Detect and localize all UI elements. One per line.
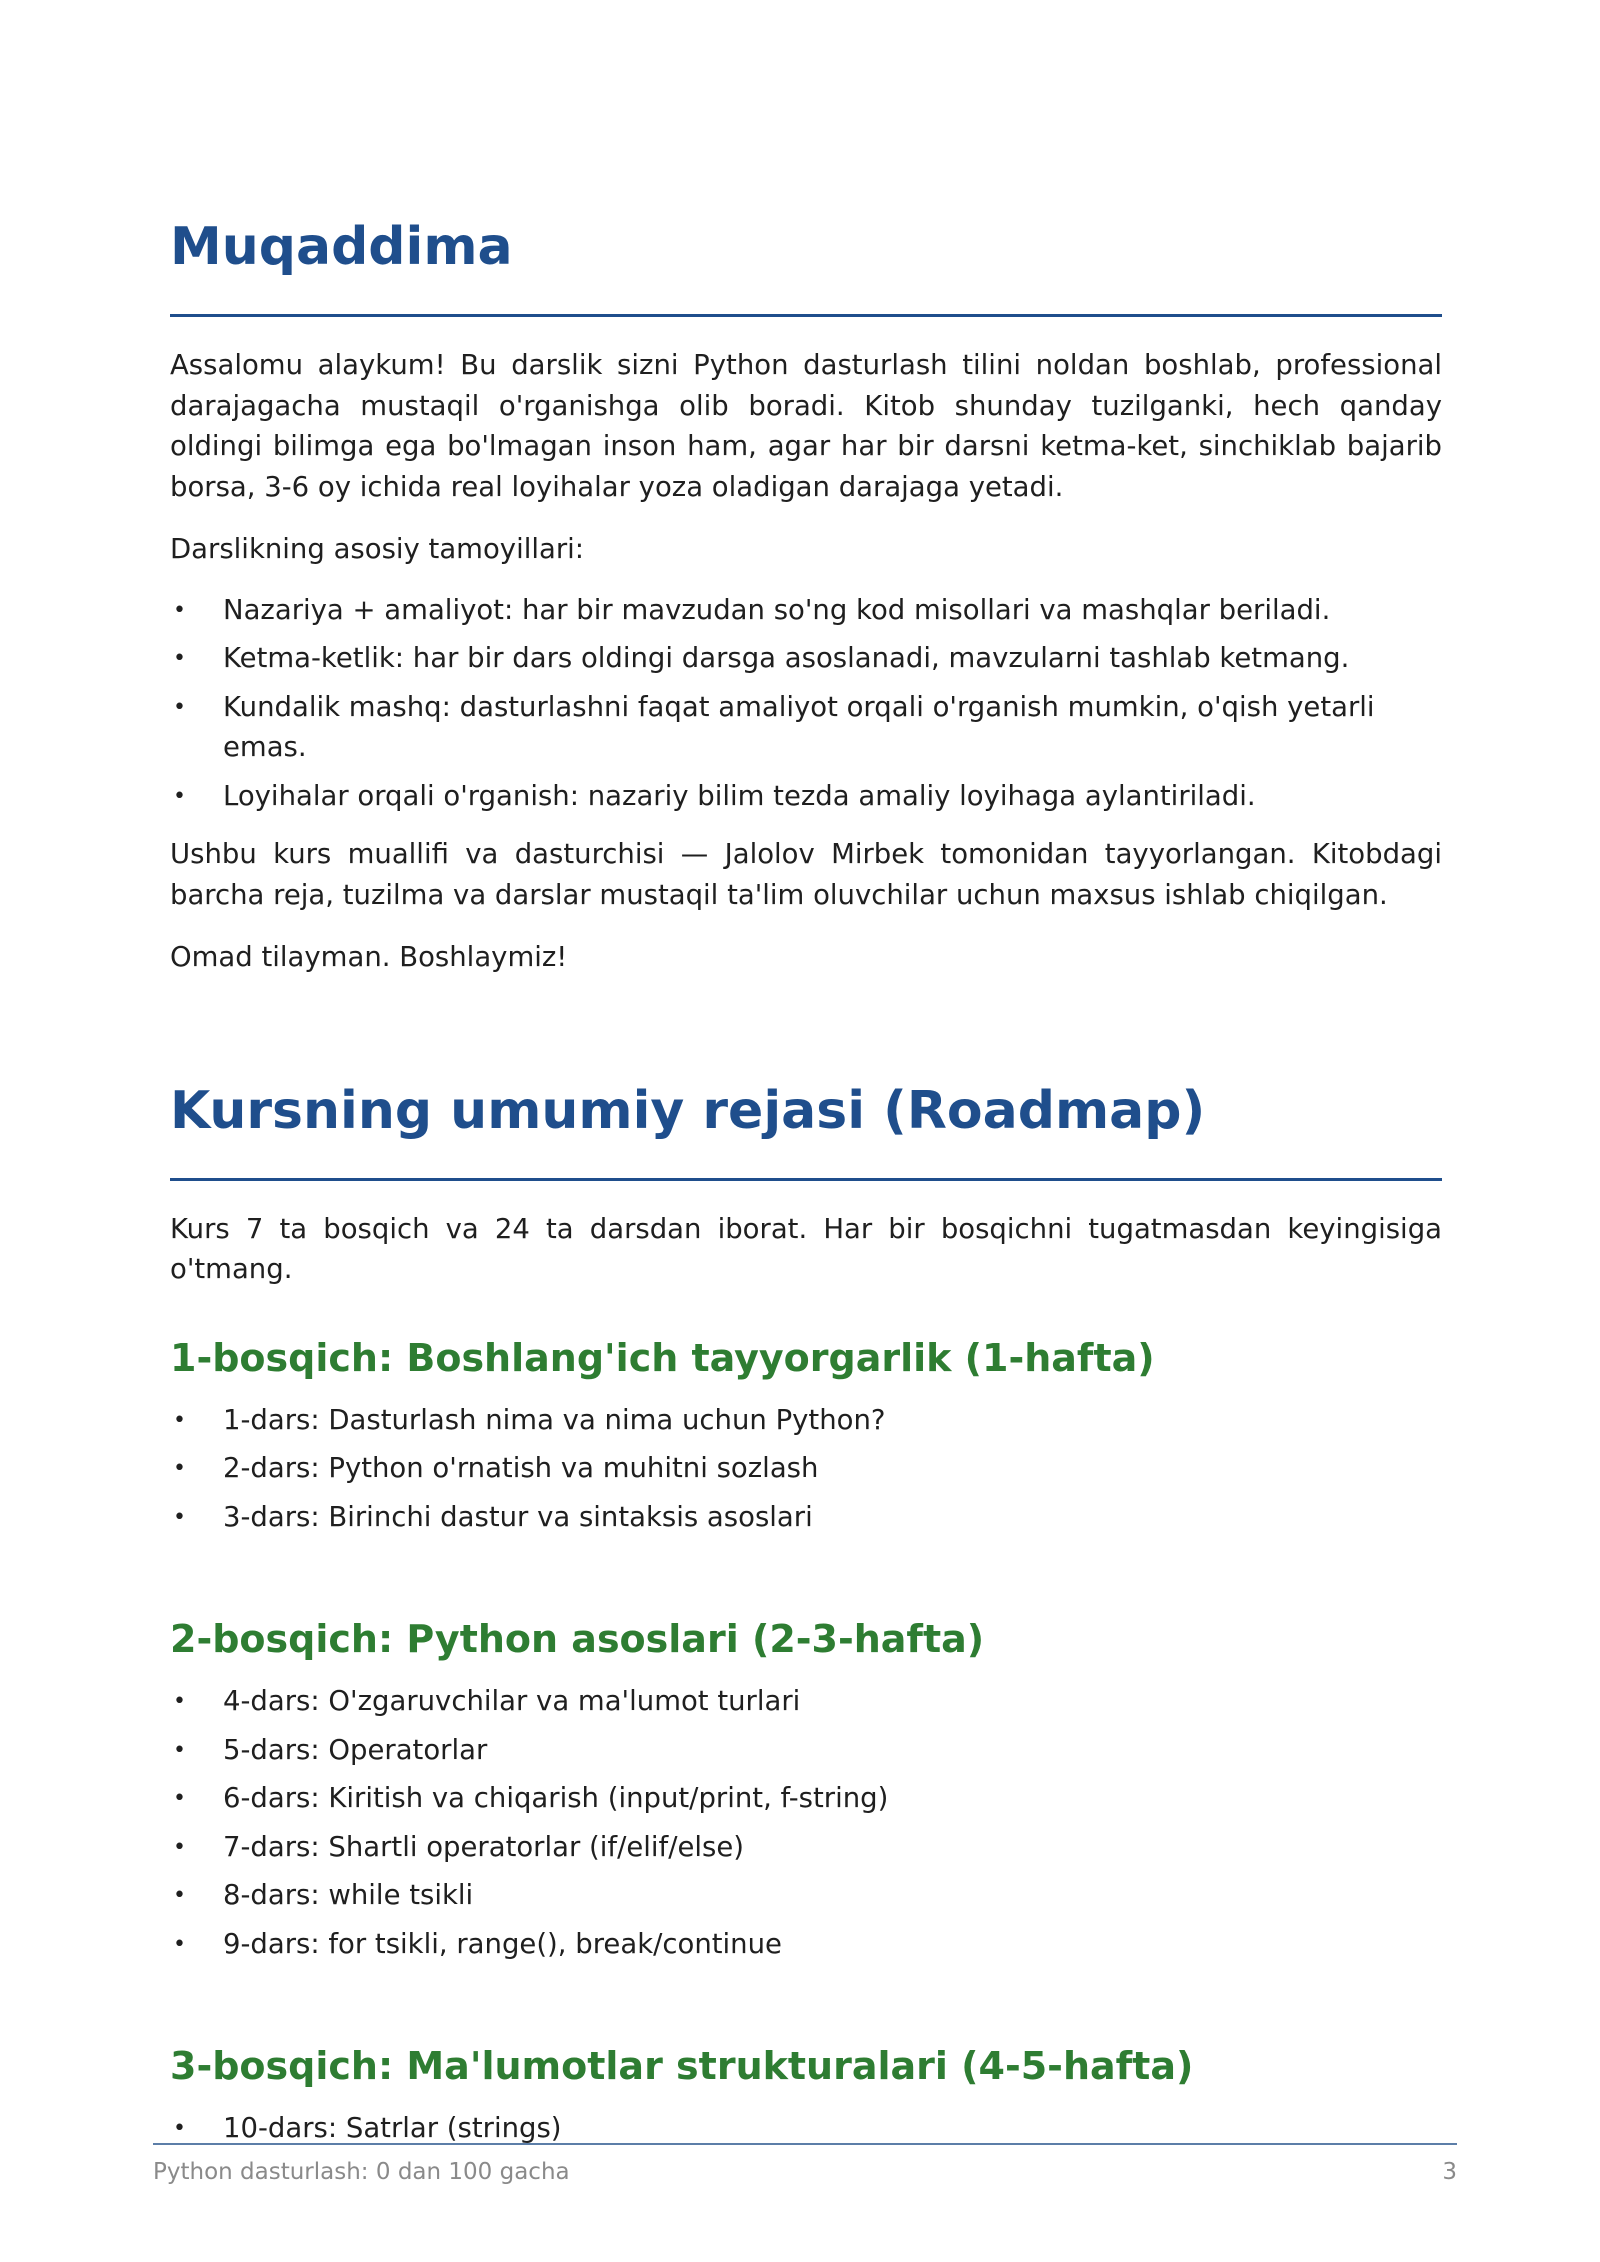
lesson-text: 5-dars: Operatorlar [223, 1733, 488, 1766]
page-footer [153, 2143, 1457, 2185]
lesson-text: 9-dars: for tsikli, range(), break/continue [223, 1927, 782, 1960]
bullet: • [173, 1504, 186, 1530]
lesson-text: 4-dars: O'zgaruvchilar va ma'lumot turlari [223, 1685, 801, 1717]
bullet: • [173, 1931, 186, 1957]
lesson-text: 10-dars: Satrlar (strings) [223, 2112, 562, 2144]
section-title-roadmap: Kursning umumiy rejasi (Roadmap) [170, 1080, 1206, 1141]
lesson-text: 2-dars: Python o'rnatish va muhitni sozlash [223, 1452, 819, 1484]
list-item [170, 1875, 1442, 1916]
stage-title: 1-bosqich: Boshlang'ich tayyorgarlik (1-hafta) [170, 1335, 1155, 1380]
list-item [170, 1730, 1442, 1771]
bullet: • [173, 1407, 186, 1433]
bullet: • [173, 694, 186, 720]
lesson-text: 3-dars: Birinchi dastur va sintaksis asoslari [223, 1500, 813, 1533]
list-item [170, 1448, 1442, 1489]
bullet: • [173, 1737, 186, 1763]
list-item-text: Ketma-ketlik: har bir dars oldingi darsga asoslanadi, mavzularni tashlab ketmang. [223, 642, 1350, 674]
bullet: • [173, 1834, 186, 1860]
bullet: • [173, 2116, 186, 2141]
principles-list [170, 590, 1442, 817]
author-paragraph: Ushbu kurs muallifi va dasturchisi — Jalolov Mirbek tomonidan tayyorlangan. Kitobdagi barcha reja, tuzilma va darslar mustaqil ta'lim oluvchilar uchun maxsus ishlab chiqilgan. [170, 838, 1442, 911]
list-item [170, 1778, 1442, 1819]
list-item [170, 1400, 1442, 1441]
list-item-text: Nazariya + amaliyot: har bir mavzudan so'ng kod misollari va mashqlar beriladi. [223, 593, 1331, 626]
list-item [170, 1924, 1442, 1965]
bullet: • [173, 1689, 186, 1714]
section-title-intro: Muqaddima [170, 217, 513, 277]
bullet: • [173, 1786, 186, 1811]
list-item-text: Loyihalar orqali o'rganish: nazariy bilim tezda amaliy loyihaga aylantiriladi. [223, 779, 1256, 812]
roadmap-summary: Kurs 7 ta bosqich va 24 ta darsdan iborat. Har bir bosqichni tugatmasdan keyingisiga o'tmang. [170, 1212, 1442, 1285]
section-divider [170, 314, 1442, 317]
bullet: • [173, 1456, 186, 1481]
bullet: • [173, 783, 186, 809]
intro-paragraph: Assalomu alaykum! Bu darslik sizni Python dasturlash tilini noldan boshlab, professional darajagacha mustaqil o'rganishga olib boradi. Kitob shunday tuzilganki, hech qanday oldingi bilimga ega bo'lmagan inson ham, agar har bir darsni ketma-ket, sinchiklab bajarib borsa, 3-6 oy ichida real loyihalar yoza oladigan darajaga yetadi. [170, 349, 1442, 503]
stage-title: 3-bosqich: Ma'lumotlar strukturalari (4-5-hafta) [170, 2044, 1194, 2088]
bullet: • [173, 597, 186, 623]
footer-book-title: Python dasturlash: 0 dan 100 gacha [153, 2159, 570, 2185]
section-divider [170, 1178, 1442, 1181]
lesson-text: 8-dars: while tsikli [223, 1879, 474, 1911]
list-item [170, 776, 1442, 817]
lesson-text: 6-dars: Kiritish va chiqarish (input/print, f-string) [223, 1782, 889, 1814]
lesson-list [170, 1681, 1442, 1964]
list-item-text: Kundalik mashq: dasturlashni faqat amaliyot orqali o'rganish mumkin, o'qish yetarli emas. [223, 690, 1375, 763]
stage-title: 2-bosqich: Python asoslari (2-3-hafta) [170, 1617, 985, 1661]
footer-page-number: 3 [1442, 2159, 1457, 2185]
list-item [170, 1681, 1442, 1722]
page-content [170, 212, 1442, 2149]
bullet: • [173, 646, 186, 671]
list-item [170, 687, 1442, 768]
principles-label: Darslikning asosiy tamoyillari: [170, 533, 585, 565]
lesson-list [170, 1400, 1442, 1538]
list-item [170, 1497, 1442, 1538]
closing-line: Omad tilayman. Boshlaymiz! [170, 941, 568, 973]
bullet: • [173, 1883, 186, 1908]
list-item [170, 1827, 1442, 1868]
lesson-text: 1-dars: Dasturlash nima va nima uchun Python? [223, 1403, 886, 1436]
list-item [170, 590, 1442, 631]
lesson-text: 7-dars: Shartli operatorlar (if/elif/else) [223, 1830, 745, 1863]
list-item [170, 638, 1442, 679]
